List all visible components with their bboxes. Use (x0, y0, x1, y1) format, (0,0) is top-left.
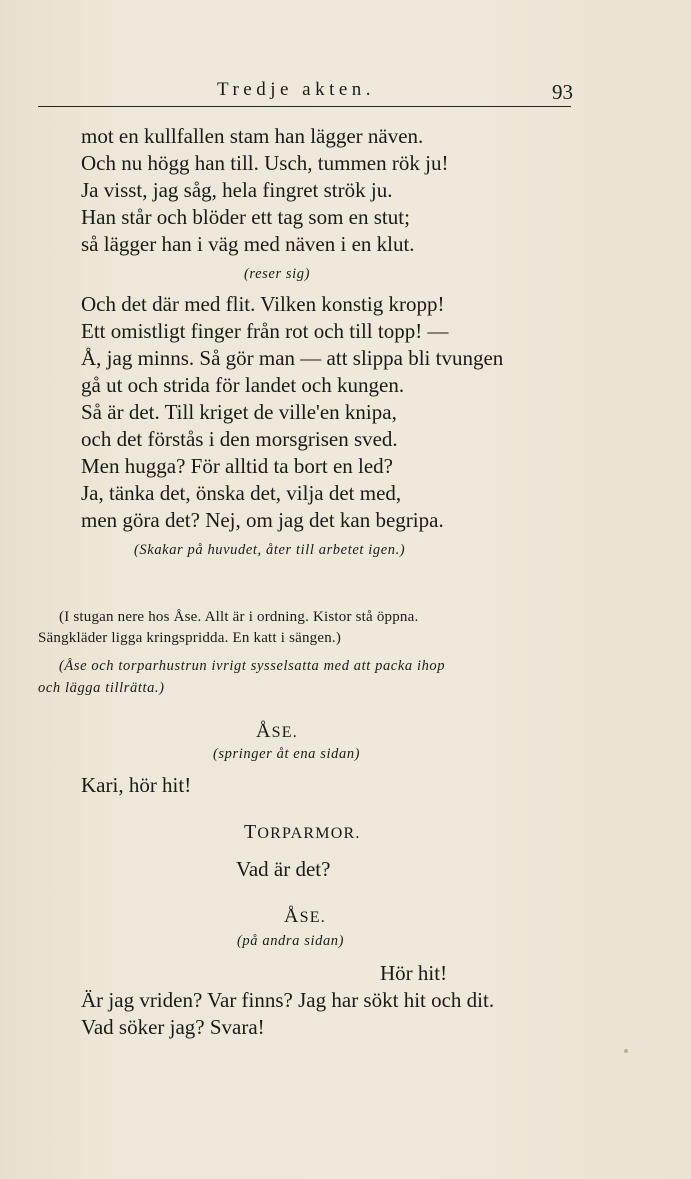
scene-action-line: (Åse och torparhustrun ivrigt sysselsatta med att packa ihop (59, 658, 446, 674)
verse-line: Vad söker jag? Svara! (81, 1015, 265, 1039)
speaker-rest: SE. (271, 724, 298, 741)
page-number: 93 (552, 80, 573, 104)
speaker-name (244, 821, 361, 844)
stage-direction: (på andra sidan) (237, 933, 345, 949)
header-rule (38, 106, 571, 107)
speaker-rest: SE. (299, 909, 326, 926)
verse-line: Så är det. Till kriget de ville'en knipa, (81, 400, 397, 424)
speaker-name (284, 905, 326, 928)
verse-line: Är jag vriden? Var finns? Jag har sökt hit och dit. (81, 988, 495, 1012)
verse-line: så lägger han i väg med näven i en klut. (81, 232, 415, 256)
speaker-initial: Å (256, 720, 272, 742)
verse-line: Vad är det? (236, 857, 331, 881)
verse-line: Ett omistligt finger från rot och till topp! — (81, 319, 449, 343)
verse-line: Ja, tänka det, önska det, vilja det med, (81, 481, 402, 505)
stage-direction: (Skakar på huvudet, åter till arbetet igen.) (134, 542, 406, 558)
speaker-rest: ORPARMOR. (257, 825, 361, 842)
verse-line: Å, jag minns. Så gör man — att slippa bli tvungen (81, 346, 504, 370)
scene-setting-line: Sängkläder ligga kringspridda. En katt i sängen.) (38, 630, 342, 646)
verse-line: Ja visst, jag såg, hela fingret strök ju. (81, 178, 393, 202)
stage-direction: (reser sig) (244, 266, 311, 282)
speaker-initial: T (244, 821, 258, 843)
speaker-name (256, 720, 298, 743)
verse-line: och det förstås i den morsgrisen sved. (81, 427, 398, 451)
speaker-initial: Å (284, 905, 300, 927)
running-head: Tredje akten. (217, 79, 376, 100)
verse-line: Han står och blöder ett tag som en stut; (81, 205, 410, 229)
verse-line: mot en kullfallen stam han lägger näven. (81, 124, 424, 148)
verse-line: Hör hit! (380, 961, 448, 985)
verse-line: Men hugga? För alltid ta bort en led? (81, 454, 393, 478)
paper-fleck (624, 1049, 628, 1053)
scene-action-line: och lägga tillrätta.) (38, 680, 165, 696)
verse-line: men göra det? Nej, om jag det kan begripa. (81, 508, 444, 532)
verse-line: Och det där med flit. Vilken konstig kropp! (81, 292, 445, 316)
scene-setting-line: (I stugan nere hos Åse. Allt är i ordning. Kistor stå öppna. (59, 609, 419, 625)
verse-line: Kari, hör hit! (81, 773, 192, 797)
verse-line: Och nu högg han till. Usch, tummen rök ju! (81, 151, 449, 175)
verse-line: gå ut och strida för landet och kungen. (81, 373, 405, 397)
stage-direction: (springer åt ena sidan) (213, 746, 361, 762)
